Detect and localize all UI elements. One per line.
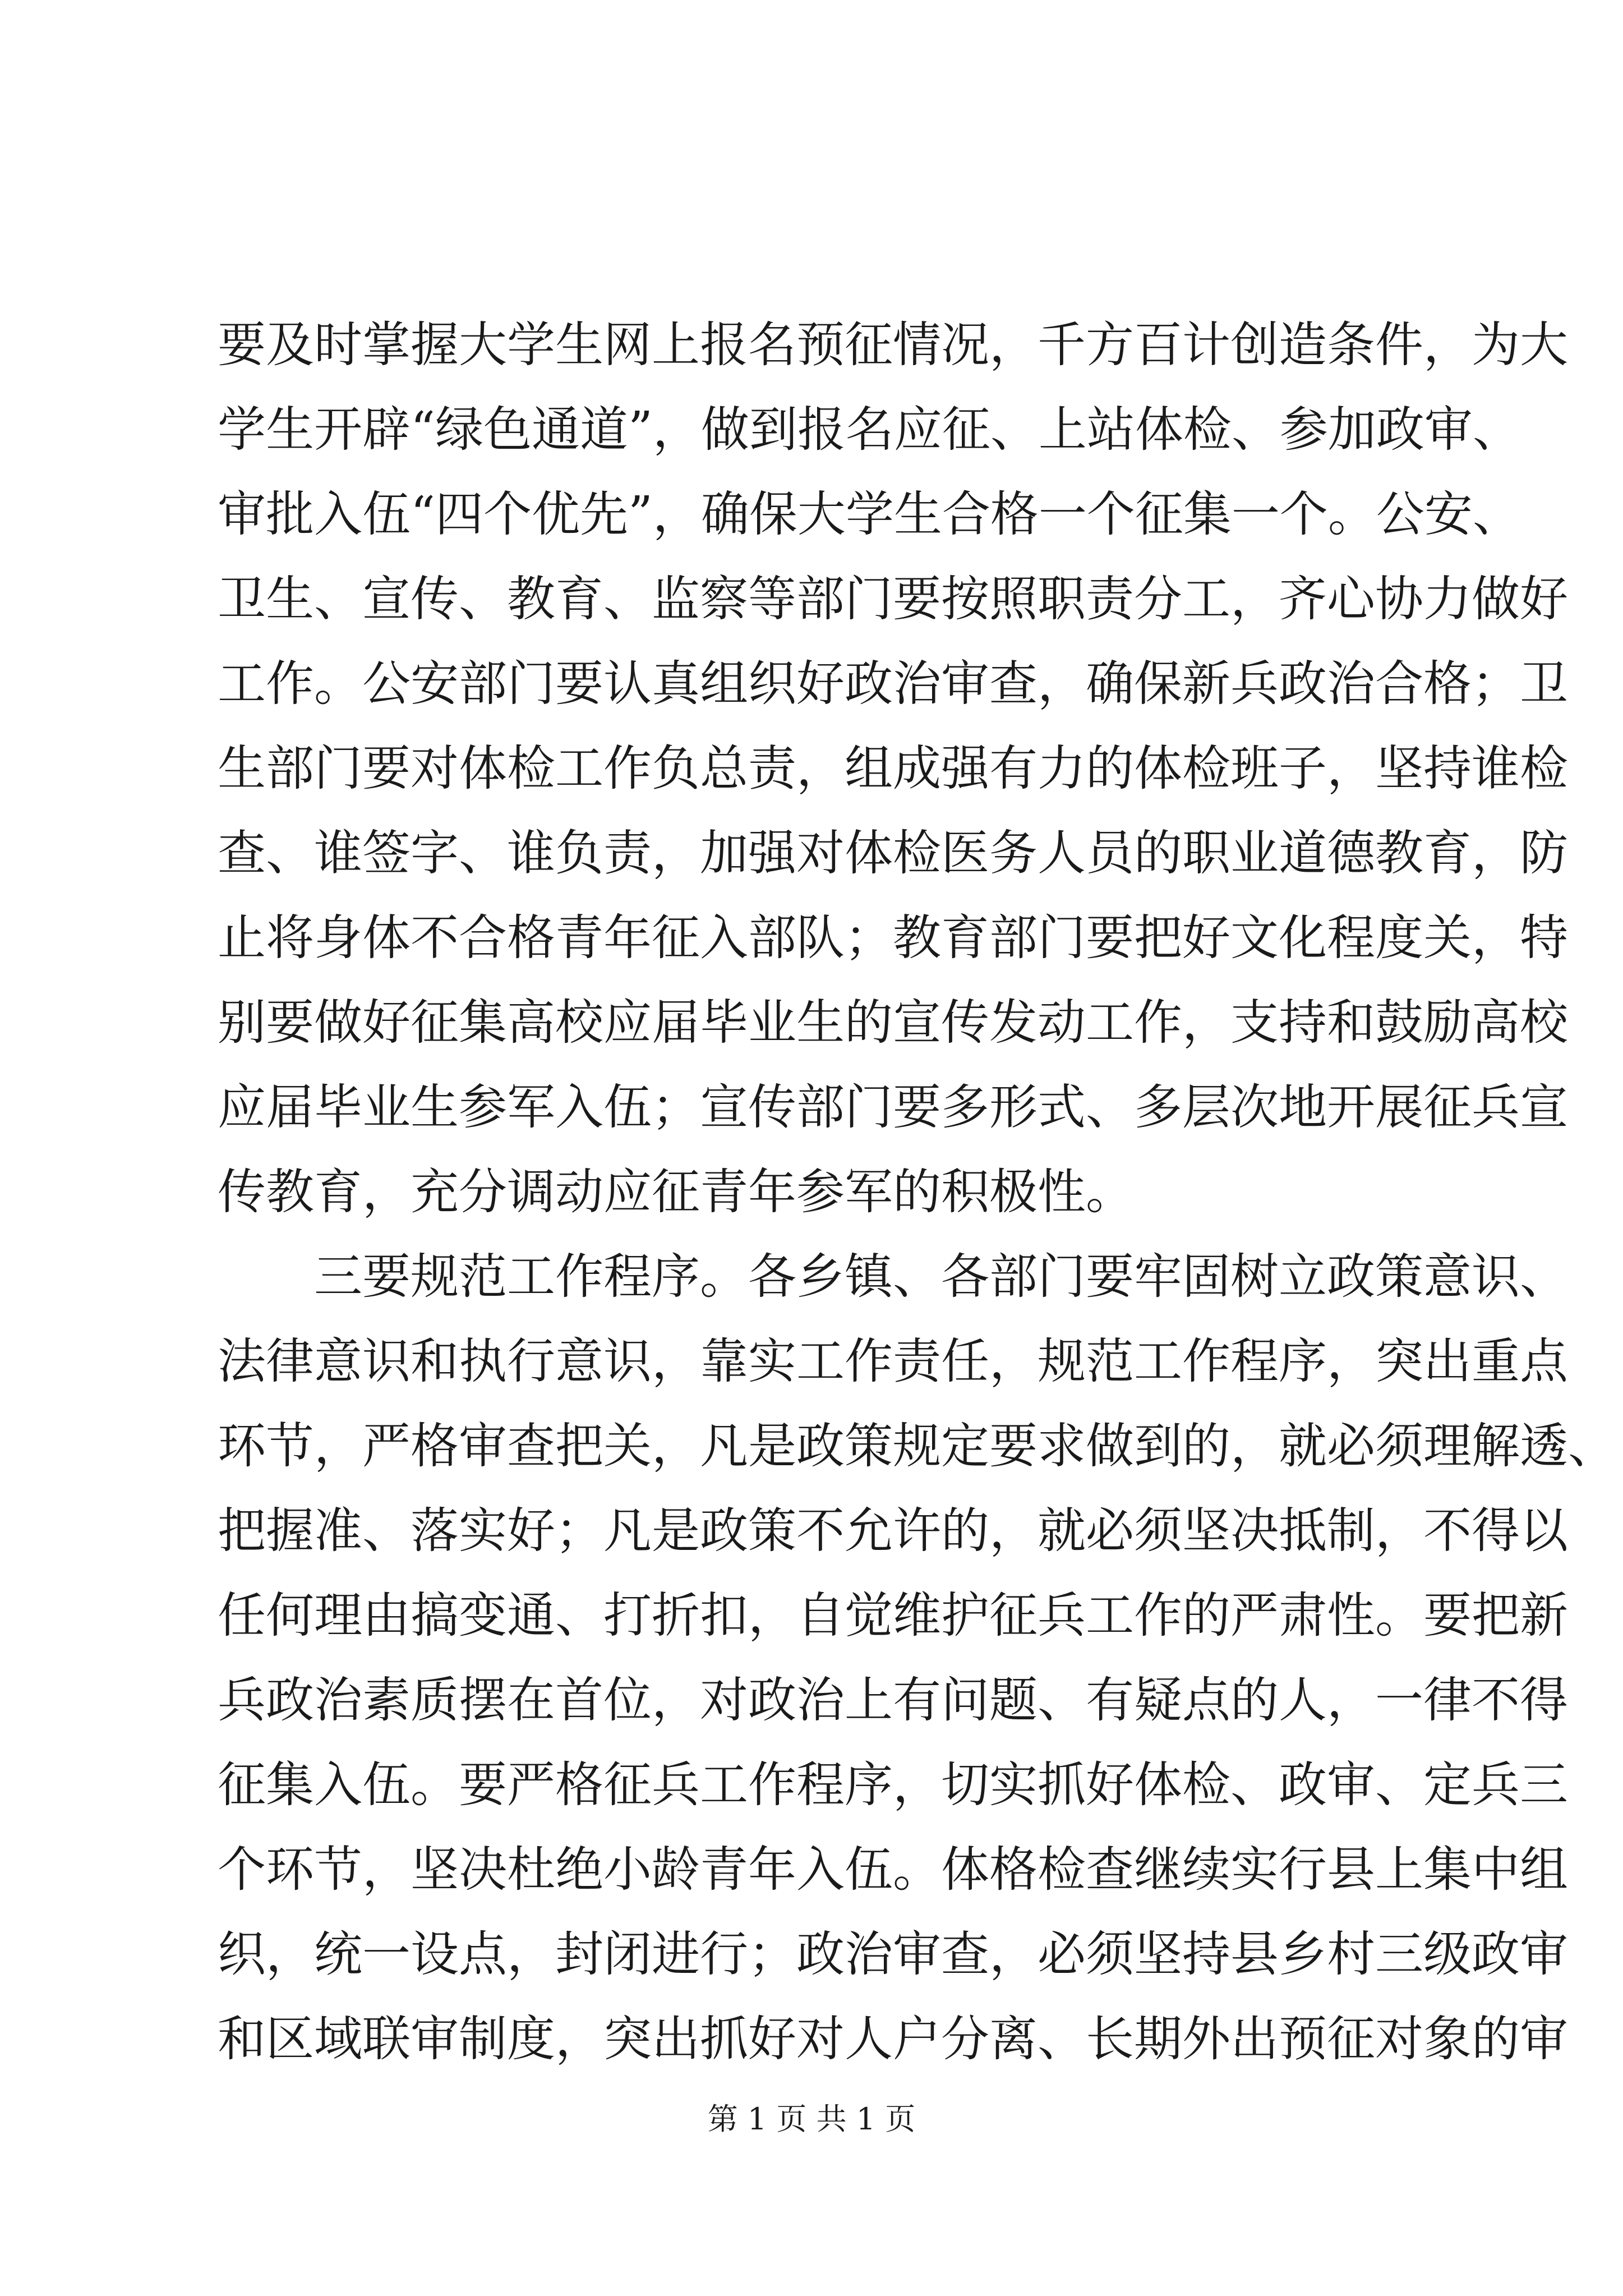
text-line: 别要做好征集高校应届毕业生的宣传发动工作，支持和鼓励高校 [218,995,1568,1051]
text-line: 把握准、落实好；凡是政策不允许的，就必须坚决抵制，不得以 [218,1503,1568,1559]
text-line: 应届毕业生参军入伍；宣传部门要多形式、多层次地开展征兵宣 [218,1079,1568,1135]
text-line: 查、谁签字、谁负责，加强对体检医务人员的职业道德教育，防 [218,825,1568,881]
text-line: 卫生、宣传、教育、监察等部门要按照职责分工，齐心协力做好 [218,571,1568,627]
text-line: 要及时掌握大学生网上报名预征情况，千方百计创造条件，为大 [218,317,1568,373]
text-line: 和区域联审制度，突出抓好对人户分离、长期外出预征对象的审 [218,2011,1568,2067]
text-line: 工作。公安部门要认真组织好政治审查，确保新兵政治合格；卫 [218,656,1568,712]
body-text [218,303,1616,2082]
page-number-footer: 第 1 页 共 1 页 [707,2101,916,2137]
text-line: 生部门要对体检工作负总责，组成强有力的体检班子，坚持谁检 [218,740,1568,797]
text-line: 止将身体不合格青年征入部队；教育部门要把好文化程度关，特 [218,910,1568,966]
text-line: 个环节，坚决杜绝小龄青年入伍。体格检查继续实行县上集中组 [218,1842,1568,1898]
text-line: 审批入伍“四个优先”，确保大学生合格一个征集一个。公安、 [218,486,1521,542]
text-line: 法律意识和执行意识，靠实工作责任，规范工作程序，突出重点 [218,1333,1568,1389]
text-line: 征集入伍。要严格征兵工作程序，切实抓好体检、政审、定兵三 [218,1757,1568,1813]
text-line: 学生开辟“绿色通道”，做到报名应征、上站体检、参加政审、 [218,402,1521,458]
text-line: 三要规范工作程序。各乡镇、各部门要牢固树立政策意识、 [218,1249,1568,1305]
text-line: 环节，严格审查把关，凡是政策规定要求做到的，就必须理解透、 [218,1418,1616,1474]
text-line: 任何理由搞变通、打折扣，自觉维护征兵工作的严肃性。要把新 [218,1588,1568,1644]
text-line: 兵政治素质摆在首位，对政治上有问题、有疑点的人，一律不得 [218,1672,1568,1728]
text-line: 织，统一设点，封闭进行；政治审查，必须坚持县乡村三级政审 [218,1926,1568,1982]
text-line: 传教育，充分调动应征青年参军的积极性。 [218,1164,1134,1220]
